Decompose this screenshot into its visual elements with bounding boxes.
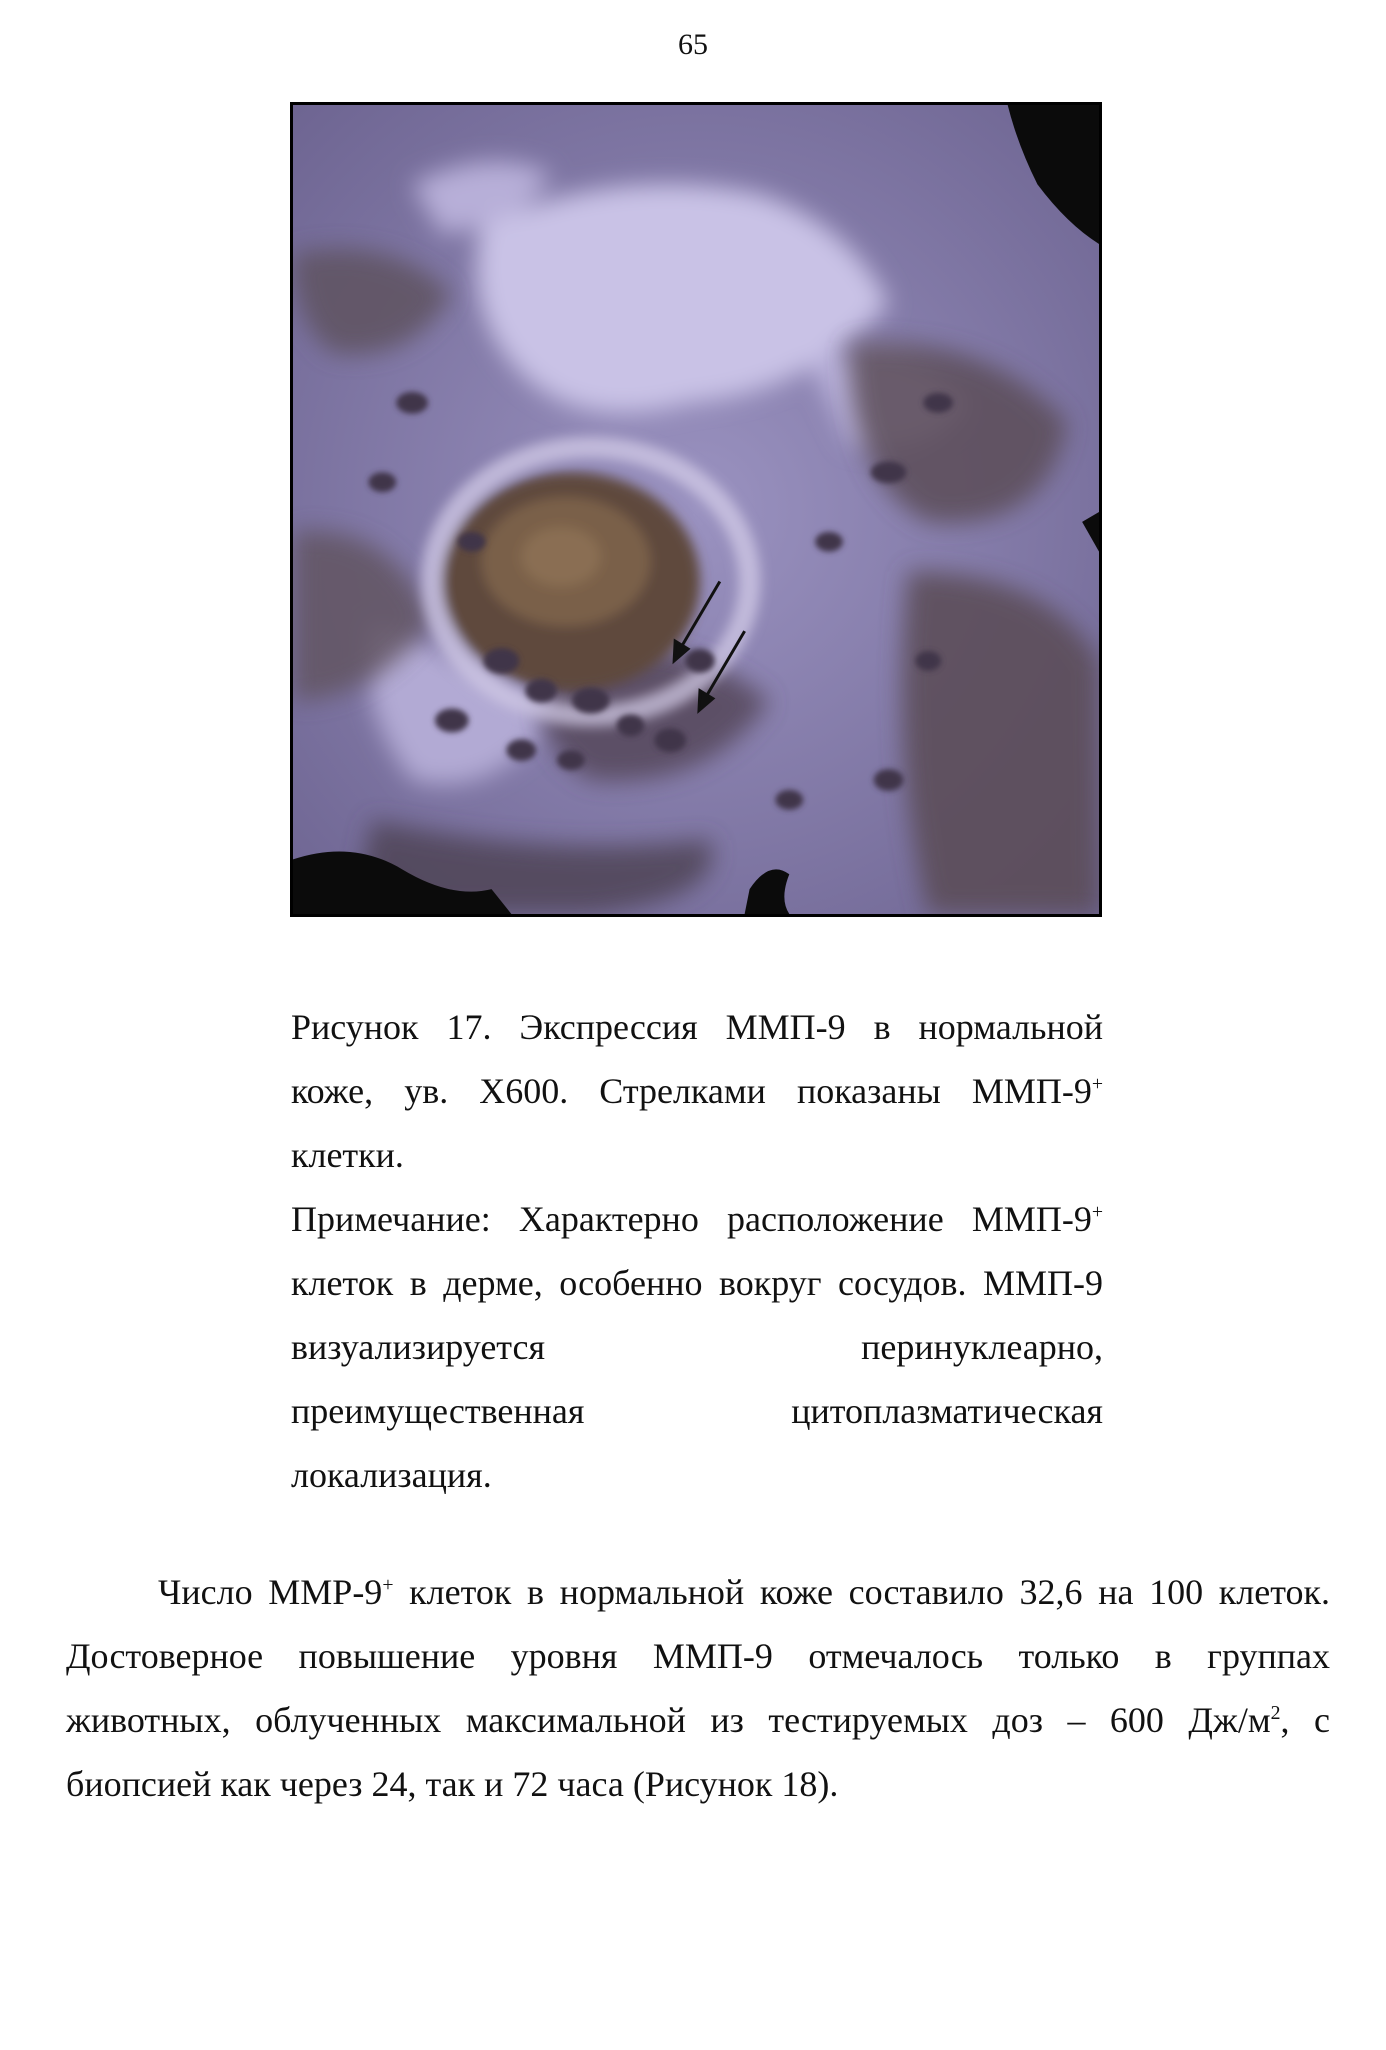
caption-line: клетки. [291,1135,404,1175]
caption-line: коже, ув. X600. Стрелками показаны ММП-9+ [291,1071,1103,1111]
body-line: Достоверное повышение уровня ММП-9 отмечалось только в группах [66,1636,1330,1676]
figure-micrograph [290,102,1102,917]
micrograph-image [293,105,1099,914]
body-line: Число ММР-9+ клеток в нормальной коже составило 32,6 на 100 клеток. [158,1572,1330,1612]
page-number: 65 [678,28,708,61]
figure-caption [291,995,1103,1507]
body-line: биопсией как через 24, так и 72 часа (Рисунок 18). [66,1764,839,1804]
caption-note-line: преимущественная цитоплазматическая [291,1391,1103,1431]
caption-line: Рисунок 17. Экспрессия ММП-9 в нормальной [291,1007,1103,1047]
body-paragraph [66,1560,1330,1816]
caption-note-line: Примечание: Характерно расположение ММП-9+ [291,1199,1103,1239]
caption-note-line: клеток в дерме, особенно вокруг сосудов. ММП-9 [291,1263,1103,1303]
caption-note-line: локализация. [291,1455,492,1495]
caption-note-line: визуализируется перинуклеарно, [291,1327,1103,1367]
body-line: животных, облученных максимальной из тестируемых доз – 600 $Дж/м^2$, с [66,1700,1331,1740]
